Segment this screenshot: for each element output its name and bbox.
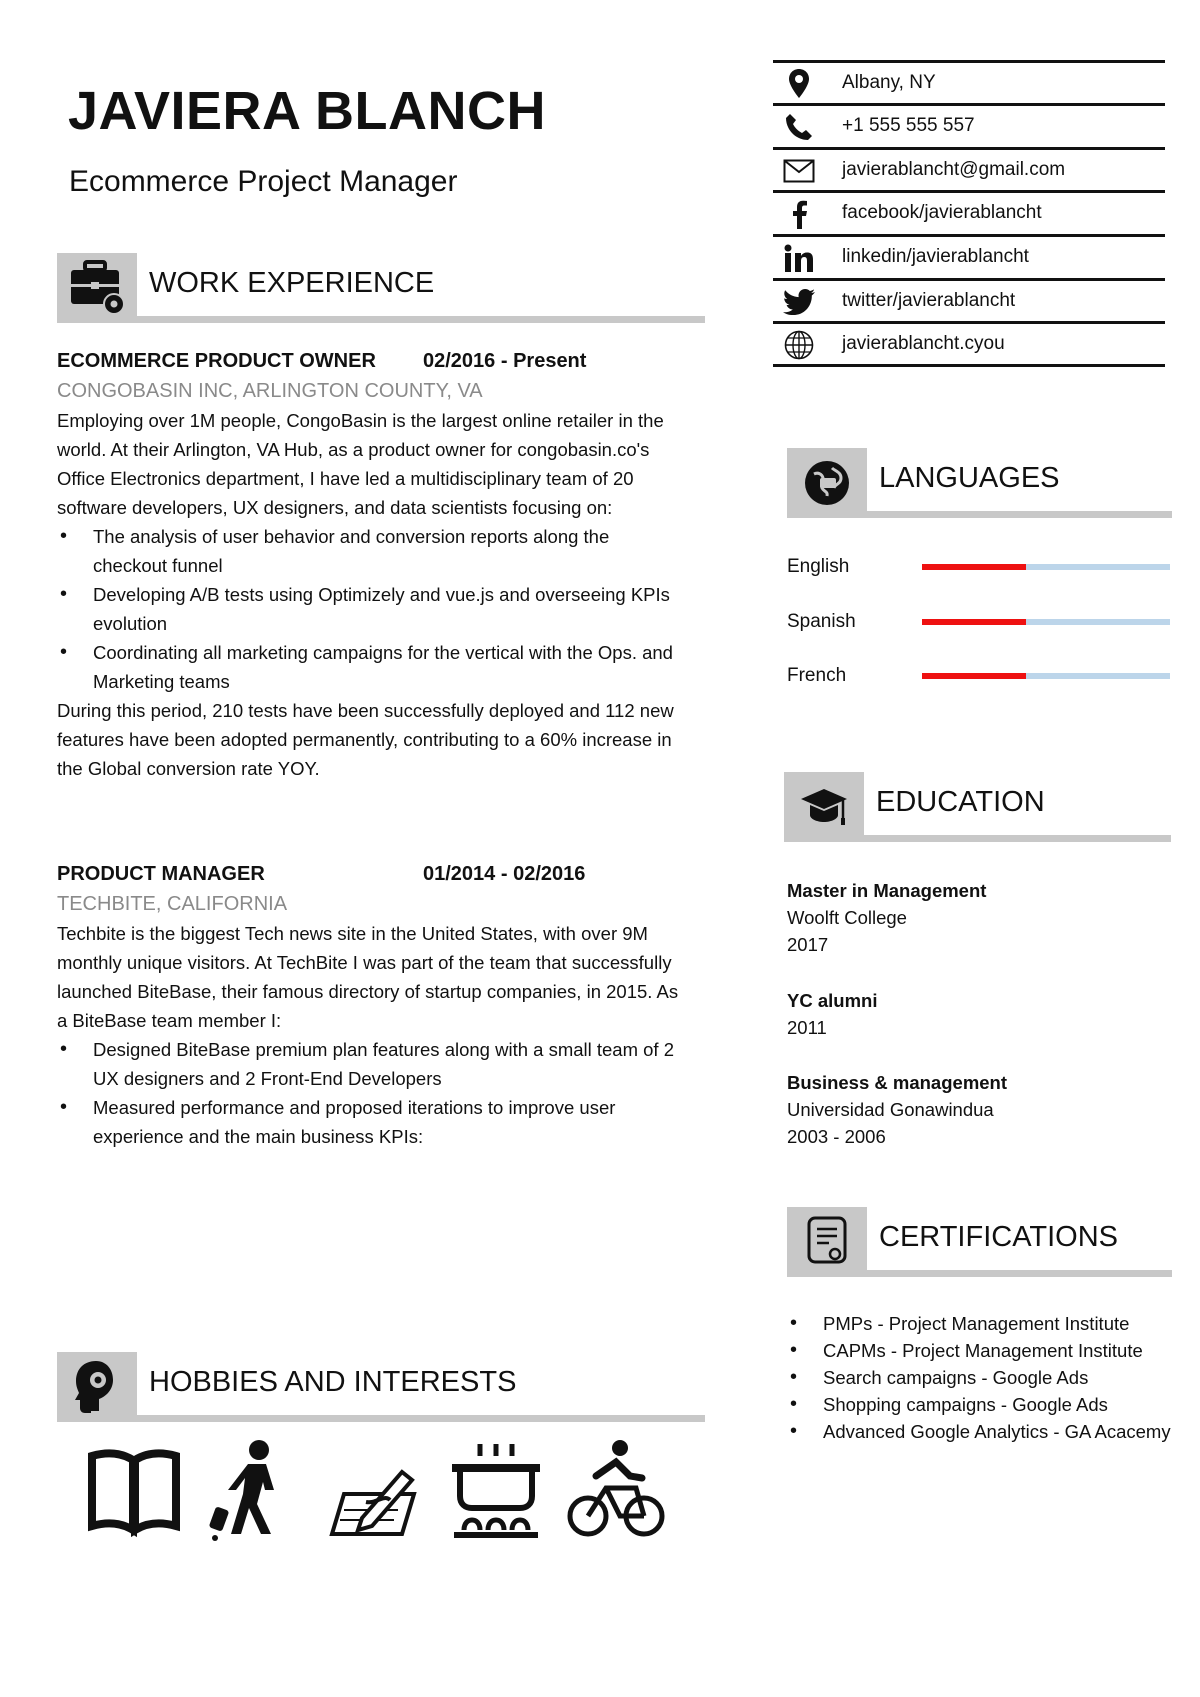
- work-experience-title: WORK EXPERIENCE: [149, 267, 435, 299]
- education-entry: [787, 1069, 1007, 1150]
- writing-icon: [326, 1438, 426, 1548]
- certification-item: • Shopping campaigns - Google Ads: [787, 1391, 1197, 1418]
- envelope-icon: [783, 156, 815, 186]
- book-icon: [84, 1438, 184, 1548]
- certification-item: • PMPs - Project Management Institute: [787, 1310, 1197, 1337]
- section-underline: [57, 316, 705, 323]
- job-company: CONGOBASIN INC, ARLINGTON COUNTY, VA: [57, 380, 483, 402]
- education-degree: Master in Management: [787, 880, 987, 901]
- job-dates: 02/2016 - Present: [423, 350, 587, 372]
- section-underline: [787, 511, 1172, 518]
- cycling-icon: [566, 1438, 666, 1548]
- language-name: French: [787, 665, 847, 686]
- education-entry: [787, 877, 986, 958]
- contact-location: Albany, NY: [842, 72, 936, 93]
- contact-divider: [773, 364, 1165, 367]
- head-gear-icon: [57, 1352, 137, 1422]
- candidate-role: Ecommerce Project Manager: [69, 165, 458, 198]
- facebook-icon: [783, 199, 815, 229]
- job-entry: [57, 863, 687, 1151]
- contact-email[interactable]: javierablancht@gmail.com: [842, 159, 1066, 180]
- certification-item: • Advanced Google Analytics - GA Acacemy: [787, 1418, 1197, 1445]
- education-entry: [787, 987, 877, 1041]
- contact-row-twitter: [773, 278, 1165, 323]
- contact-row-phone: [773, 103, 1165, 148]
- language-level-bar: [922, 619, 1170, 625]
- job-bullet: • Coordinating all marketing campaigns for the vertical with the Ops. and Marketing teams: [57, 638, 687, 696]
- languages-title: LANGUAGES: [879, 462, 1060, 494]
- education-degree: Business & management: [787, 1072, 1008, 1093]
- job-title: PRODUCT MANAGER: [57, 863, 265, 885]
- language-name: English: [787, 556, 850, 577]
- certificate-icon: [787, 1207, 867, 1277]
- globe-icon: [783, 330, 815, 360]
- hobbies-header: [57, 1352, 705, 1422]
- job-bullet: • Developing A/B tests using Optimizely and vue.js and overseeing KPIs evolution: [57, 580, 687, 638]
- certification-item: • CAPMs - Project Management Institute: [787, 1337, 1197, 1364]
- contact-website[interactable]: javierablancht.cyou: [842, 333, 1005, 354]
- language-level-fill: [922, 619, 1026, 625]
- work-experience-header: [57, 253, 705, 323]
- job-outro: During this period, 210 tests have been successfully deployed and 112 new features have been adopted permanently, contributing to a 60% increase in the Global conversion rate YOY.: [57, 700, 674, 779]
- job-bullet: • Designed BiteBase premium plan features along with a small team of 2 UX designers and 2 Front-End Developers: [57, 1035, 687, 1093]
- education-school: Universidad Gonawindua: [787, 1099, 994, 1120]
- contact-linkedin[interactable]: linkedin/javierablancht: [842, 246, 1029, 267]
- location-pin-icon: [783, 69, 815, 99]
- job-company: TECHBITE, CALIFORNIA: [57, 893, 288, 915]
- job-intro: Employing over 1M people, CongoBasin is the largest online retailer in the world. At their Arlington, VA Hub, as a product owner for congobasin.co's Office Electronics department, I have led a multidisciplinary team of 20 software developers, UX designers, and data scientists focusing on:: [57, 410, 664, 518]
- contact-row-email: [773, 147, 1165, 192]
- job-title: ECOMMERCE PRODUCT OWNER: [57, 350, 376, 372]
- linkedin-icon: [783, 243, 815, 273]
- language-name: Spanish: [787, 611, 856, 632]
- briefcase-gear-icon: [57, 253, 137, 323]
- candidate-name: JAVIERA BLANCH: [68, 81, 547, 141]
- education-header: [784, 772, 1171, 842]
- job-entry: [57, 350, 687, 783]
- section-underline: [787, 1270, 1172, 1277]
- contact-facebook[interactable]: facebook/javierablancht: [842, 202, 1042, 223]
- twitter-icon: [783, 287, 815, 317]
- language-level-bar: [922, 673, 1170, 679]
- contact-twitter[interactable]: twitter/javierablancht: [842, 290, 1016, 311]
- language-level-fill: [922, 673, 1026, 679]
- language-level-fill: [922, 564, 1026, 570]
- section-underline: [57, 1415, 705, 1422]
- education-school: Woolft College: [787, 907, 907, 928]
- contact-row-website: [773, 321, 1165, 366]
- education-years: 2011: [787, 1017, 827, 1038]
- contact-phone[interactable]: +1 555 555 557: [842, 115, 975, 136]
- education-degree: YC alumni: [787, 990, 878, 1011]
- certifications-header: [787, 1207, 1172, 1277]
- education-years: 2017: [787, 934, 829, 955]
- job-bullet: • Measured performance and proposed iterations to improve user experience and the main business KPIs:: [57, 1093, 687, 1151]
- cooking-pot-icon: [446, 1438, 546, 1548]
- phone-icon: [783, 112, 815, 142]
- certifications-list: [787, 1310, 1197, 1445]
- job-intro: Techbite is the biggest Tech news site in the United States, with over 9M monthly unique visitors. At TechBite I was part of the team that successfully launched BiteBase, their famous directory of startup companies, in 2015. As a BiteBase team member I:: [57, 923, 679, 1031]
- globe-speech-icon: [787, 448, 867, 518]
- contact-row-location: [773, 60, 1165, 105]
- contact-row-linkedin: [773, 234, 1165, 279]
- certifications-title: CERTIFICATIONS: [879, 1221, 1118, 1253]
- education-years: 2003 - 2006: [787, 1126, 886, 1147]
- section-underline: [784, 835, 1171, 842]
- certification-item: • Search campaigns - Google Ads: [787, 1364, 1197, 1391]
- hobbies-title: HOBBIES AND INTERESTS: [149, 1366, 517, 1398]
- education-title: EDUCATION: [876, 786, 1045, 818]
- job-bullet: • The analysis of user behavior and conversion reports along the checkout funnel: [57, 522, 687, 580]
- traveler-icon: [206, 1438, 306, 1548]
- job-dates: 01/2014 - 02/2016: [423, 863, 586, 885]
- graduation-cap-icon: [784, 772, 864, 842]
- languages-header: [787, 448, 1172, 518]
- language-level-bar: [922, 564, 1170, 570]
- contact-row-facebook: [773, 190, 1165, 235]
